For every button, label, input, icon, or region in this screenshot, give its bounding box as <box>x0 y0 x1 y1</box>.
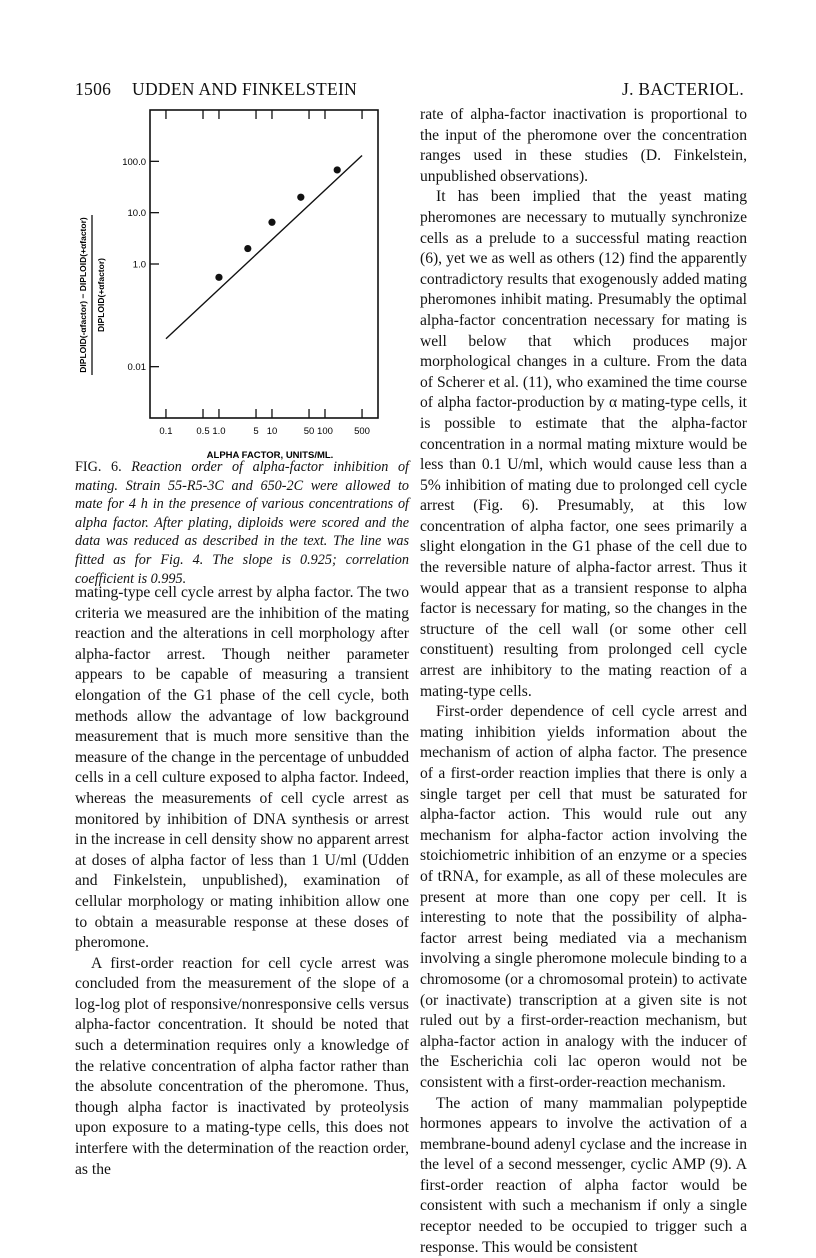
paragraph: First-order dependence of cell cycle arrest and mating inhibition yields information about the mechanism of action of alpha factor. The presence of a first-order reaction implies that there is only a single target per cell that must be saturated for alpha-factor action. This would rule out any mechanism for alpha-factor action involving the stoichiometric inhibition of an enzyme or a species of tRNA, for example, as all of these molecules are present at more than one copy per cell. It is interesting to note that the possibility of alpha-factor arrest being mediated via a mechanism involving a single pheromone molecule binding to a chromosome (or a chromosomal protein) to activate (or inactivate) transcription at a given site is not ruled out by a first-order-reaction mechanism, but alpha-factor action in analogy with the inducer of the Escherichia coli lac operon would not be consistent with a first-order-reaction mechanism. <box>420 702 747 1093</box>
caption-text: Reaction order of alpha-factor inhibition of mating. Strain 55-R5-3C and 650-2C were allowed to mate for 4 h in the presence of various concentrations of alpha factor. After plating, diploids were scored and the data was reduced as described in the text. The line was fitted as for Fig. 4. The slope is 0.925; correlation coefficient is 0.995. <box>75 459 409 587</box>
paragraph: rate of alpha-factor inactivation is proportional to the input of the pheromone over the concentration ranges used in these studies (D. Finkelstein, unpublished observations). <box>420 105 747 187</box>
paragraph: It has been implied that the yeast mating pheromones are necessary to mutually synchronize cells as a prelude to a successful mating reaction (6), yet we as well as others (12) find the apparently contradictory results that exogenously added mating pheromones inhibit mating. Presumably the optimal alpha-factor concentration necessary for mating is well below that which produces major morphological changes in a culture. From the data of Scherer et al. (11), who examined the time course of alpha factor-production by α mating-type cells, it is possible to estimate that the alpha-factor concentration in a normal mating mixture would be less than 0.1 U/ml, which would cause less than a 5% inhibition of mating due to prolonged cell cycle arrest (Fig. 6). Presumably, at this low concentration of alpha factor, one sees primarily a slight elongation in the G1 phase of the cell due to the reversible nature of alpha-factor arrest. Thus it would appear that as a transient response to alpha factor is necessary for mating, so the changes in the structure of the cell wall (or some other cell constituent) resulting from prolonged cell cycle arrest are inhibitory to the mating reaction of a mating-type cells. <box>420 187 747 702</box>
plot-frame <box>150 110 378 418</box>
caption-label: FIG. 6. <box>75 459 122 475</box>
x-tick-label: 100 <box>317 426 333 437</box>
x-tick-label: 0.5 <box>196 426 209 437</box>
y-label-numerator: DIPLOID(-αfactor) − DIPLOID(+αfactor) <box>78 217 88 373</box>
figure-6-chart <box>70 100 400 462</box>
left-column <box>75 583 409 1180</box>
running-head-authors: UDDEN AND FINKELSTEIN <box>132 79 357 100</box>
x-tick-label: 500 <box>354 426 370 437</box>
x-axis-label: ALPHA FACTOR, UNITS/ML. <box>207 450 334 461</box>
y-tick-label: 100.0 <box>122 157 146 168</box>
data-point <box>268 219 275 226</box>
x-tick-label: 0.1 <box>159 426 172 437</box>
paragraph: The action of many mammalian polypeptide hormones appears to involve the activation of a membrane-bound adenyl cyclase and the increase in the level of a second messenger, cyclic AMP (9). A first-order reaction of alpha factor would be consistent with such a mechanism if only a single receptor needed to be occupied to trigger such a response. This would be consistent <box>420 1094 747 1258</box>
page-number: 1506 <box>75 79 111 100</box>
running-head-journal: J. BACTERIOL. <box>622 79 744 100</box>
data-point <box>297 194 304 201</box>
y-label-denominator: DIPLOID(+αfactor) <box>96 258 106 332</box>
paragraph: mating-type cell cycle arrest by alpha factor. The two criteria we measured are the inhibition of the mating reaction and the alterations in cell morphology after alpha-factor arrest. Though neither parameter appears to be capable of measuring a transient elongation of the G1 phase of the cell cycle, both methods allow the advantage of low background measurement that is much more sensitive than the measure of the change in the percentage of unbudded cells in a cell culture exposed to alpha factor. Indeed, whereas the measurements of cell cycle arrest as monitored by inhibition of DNA synthesis or arrest in the increase in cell density show no apparent arrest at doses of alpha factor of less than 1 U/ml (Udden and Finkelstein, unpublished), examination of cellular morphology or mating inhibition allow one to obtain a measurable response at these doses of pheromone. <box>75 583 409 954</box>
paragraph: A first-order reaction for cell cycle arrest was concluded from the measurement of the slope of a log-log plot of responsive/nonresponsive cells versus alpha-factor concentration. It should be noted that such a determination requires only a knowledge of the relative concentration of alpha factor rather than the absolute concentration of the pheromone. Thus, though alpha factor is inactivated by proteolysis upon exposure to a mating-type cells, this does not interfere with the determination of the reaction order, as the <box>75 954 409 1181</box>
x-tick-label: 50 <box>304 426 315 437</box>
figure-caption <box>75 458 409 588</box>
y-tick-label: 0.01 <box>128 362 147 373</box>
x-tick-label: 5 <box>253 426 258 437</box>
y-tick-label: 10.0 <box>128 208 147 219</box>
right-column <box>420 105 747 1258</box>
x-tick-label: 1.0 <box>212 426 225 437</box>
x-tick-label: 10 <box>267 426 278 437</box>
data-point <box>334 166 341 173</box>
data-point <box>244 245 251 252</box>
y-axis-label <box>78 215 106 375</box>
y-tick-label: 1.0 <box>133 260 146 271</box>
data-point <box>215 274 222 281</box>
fit-line <box>166 155 362 338</box>
